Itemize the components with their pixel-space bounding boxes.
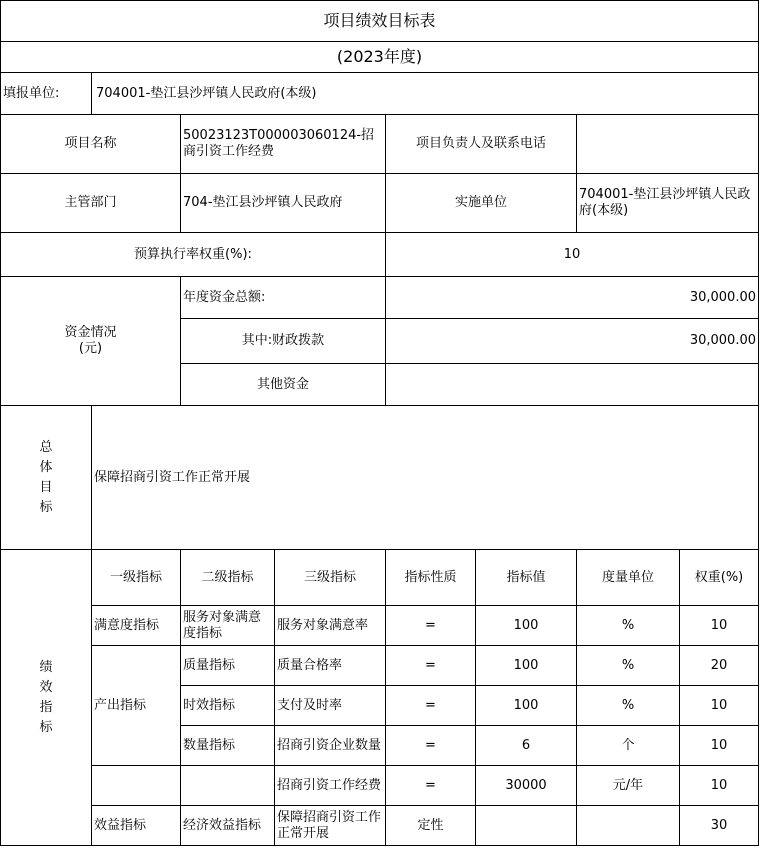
indicator-value: 30000	[476, 766, 577, 806]
indicator-unit: 个	[577, 726, 680, 766]
indicator-level1: 满意度指标	[92, 606, 181, 646]
indicator-level3: 支付及时率	[275, 686, 386, 726]
indicator-value: 100	[476, 686, 577, 726]
overall-goal-label: 总 体 目 标	[1, 406, 92, 550]
indicator-nature: =	[386, 766, 476, 806]
table-row	[1, 766, 759, 806]
indicator-header: 三级指标	[275, 550, 386, 606]
indicator-level3: 招商引资企业数量	[275, 726, 386, 766]
indicator-level3: 服务对象满意率	[275, 606, 386, 646]
indicator-header: 一级指标	[92, 550, 181, 606]
project-name-value: 50023123T000003060124-招商引资工作经费	[181, 115, 386, 174]
indicator-weight: 10	[680, 606, 759, 646]
budget-weight-value: 10	[386, 233, 759, 277]
project-contact-label: 项目负责人及联系电话	[386, 115, 577, 174]
indicator-unit: 元/年	[577, 766, 680, 806]
indicator-level3: 质量合格率	[275, 646, 386, 686]
indicator-nature: =	[386, 686, 476, 726]
indicator-nature: =	[386, 726, 476, 766]
indicator-weight: 20	[680, 646, 759, 686]
indicator-header: 二级指标	[181, 550, 275, 606]
reporting-unit-label: 填报单位:	[1, 73, 92, 115]
table-row	[1, 606, 759, 646]
table-row	[1, 646, 759, 686]
indicator-level3: 保障招商引资工作正常开展	[275, 806, 386, 846]
funds-other-label: 其他资金	[181, 364, 386, 406]
indicator-level1: 产出指标	[92, 646, 181, 766]
reporting-unit-value: 704001-垫江县沙坪镇人民政府(本级)	[92, 73, 759, 115]
indicator-nature: =	[386, 646, 476, 686]
impl-unit-value: 704001-垫江县沙坪镇人民政府(本级)	[577, 174, 759, 233]
table-row	[1, 806, 759, 846]
funds-other-value	[386, 364, 759, 406]
indicator-header: 权重(%)	[680, 550, 759, 606]
indicator-header: 指标值	[476, 550, 577, 606]
indicator-value: 100	[476, 606, 577, 646]
indicator-value: 6	[476, 726, 577, 766]
indicator-level2: 经济效益指标	[181, 806, 275, 846]
indicator-nature: =	[386, 606, 476, 646]
indicator-weight: 10	[680, 686, 759, 726]
overall-goal-text: 保障招商引资工作正常开展	[92, 406, 759, 550]
form-title: 项目绩效目标表	[1, 1, 759, 42]
indicator-level2: 服务对象满意度指标	[181, 606, 275, 646]
indicator-value: 100	[476, 646, 577, 686]
project-contact-value	[577, 115, 759, 174]
indicator-header: 度量单位	[577, 550, 680, 606]
indicator-level2: 质量指标	[181, 646, 275, 686]
funds-label: 资金情况 (元)	[1, 277, 181, 406]
indicator-level3: 招商引资工作经费	[275, 766, 386, 806]
indicator-unit: %	[577, 606, 680, 646]
funds-total-label: 年度资金总额:	[181, 277, 386, 319]
indicator-weight: 10	[680, 766, 759, 806]
indicator-header: 指标性质	[386, 550, 476, 606]
indicator-nature: 定性	[386, 806, 476, 846]
indicator-level2: 时效指标	[181, 686, 275, 726]
indicators-section-label: 绩 效 指 标	[1, 550, 92, 846]
indicator-level1	[92, 766, 181, 806]
dept-value: 704-垫江县沙坪镇人民政府	[181, 174, 386, 233]
indicator-level1: 效益指标	[92, 806, 181, 846]
indicator-level2: 数量指标	[181, 726, 275, 766]
dept-label: 主管部门	[1, 174, 181, 233]
indicator-unit: %	[577, 686, 680, 726]
indicator-level2	[181, 766, 275, 806]
funds-fiscal-label: 其中:财政拨款	[181, 319, 386, 364]
impl-unit-label: 实施单位	[386, 174, 577, 233]
indicator-weight: 10	[680, 726, 759, 766]
budget-weight-label: 预算执行率权重(%):	[1, 233, 386, 277]
indicator-weight: 30	[680, 806, 759, 846]
funds-total-value: 30,000.00	[386, 277, 759, 319]
form-year: (2023年度)	[1, 42, 759, 73]
funds-fiscal-value: 30,000.00	[386, 319, 759, 364]
project-name-label: 项目名称	[1, 115, 181, 174]
indicator-value	[476, 806, 577, 846]
indicator-unit	[577, 806, 680, 846]
indicator-unit: %	[577, 646, 680, 686]
